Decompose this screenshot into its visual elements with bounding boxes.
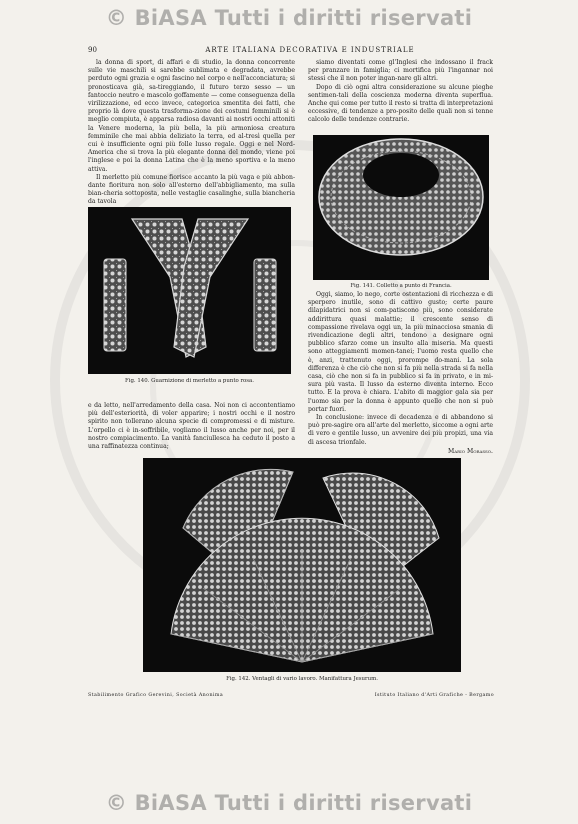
running-title: ARTE ITALIANA DECORATIVA E INDUSTRIALE: [205, 46, 415, 54]
paragraph: Oggi, siamo, lo nego, corte ostentazioni di ricchezza e di sperpero inutile, sono di cattivo gusto; certe paure dilapidatrici non si com-patiscono più, sono considerate addirittura quasi malattie; il crescente senso di compassione rivelava oggi un, la più minacciosa smania di rivendicazione degli altri, tendono a designare ogni pubblico sfarzo come un insulto alla miseria. Ma questi sono atteggiamenti momen-tanei; l'uomo resta quello che è, anzi, trattenuto oggi, prorompe do-mani. La sola differenza è che ciò che non si fa più nella strada si fa nella casa, ciò che non si fa in pubblico si fa in privato, e in mi-sura più vasta. Il lusso da esterno diventa interno. Ecco tutto. E la prova è chiara. L'abito di maggior gala sia per l'uomo sia per la donna è appunto quello che non si può portar fuori.: [308, 291, 493, 413]
page-number: 90: [88, 46, 97, 54]
watermark-top: © BiASA Tutti i diritti riservati: [105, 6, 473, 30]
footer-printer-right: Istituto Italiano d'Arti Grafiche - Bergamo: [374, 693, 494, 698]
paragraph: siamo diventati come gl'Inglesi che indossano il frack per pranzare in famiglia; ci mortifica più l'ingannar noi stessi che il non poter ingan-nare gli altri.: [308, 59, 493, 83]
column-left-top: [88, 59, 295, 207]
watermark-bottom: © BiASA Tutti i diritti riservati: [105, 791, 473, 815]
figure-lace-garnish: [88, 207, 291, 374]
footer-printer-left: Stabilimento Grafico Gerevini, Società Anonima: [88, 693, 224, 698]
caption-fig142: Fig. 142. Ventagli di vario lavoro. Manifattura Jesurum.: [226, 676, 378, 682]
column-left-bottom: [88, 402, 295, 451]
column-right-top: [308, 59, 493, 125]
caption-fig141: Fig. 141. Colletto a punto di Francia.: [350, 283, 452, 289]
paragraph: Dopo di ciò ogni altra considerazione su alcune pieghe sentimen-tali della coscienza moderna diventa superflua. Anche qui come per tutto il resto si tratta di interpretazioni eccessive, di tendenze a pro-posito delle quali non si tenne calcolo delle tendenze contrarie.: [308, 83, 493, 124]
figure-lace-collar: [313, 135, 489, 280]
caption-fig140: Fig. 140. Guarnizione di merletto a punto rosa.: [125, 378, 254, 384]
author-signature: Mario Morasso.: [448, 447, 493, 455]
paragraph: In conclusione: invece di decadenza e di abbandono si può pre-sagire ora all'arte del merletto, siccome a ogni arte di vero e gentile lusso, un avvenire dei più propizi, una via di ascesa trionfale.: [308, 414, 494, 446]
paragraph: Il merletto più comune fiorisce accanto la più vaga e più abbon-dante fioritura non solo all'esterno dell'abbigliamento, ma sulla bian-cheria sottoposta, nelle vestaglie casalinghe, sulla biancheria da tavola: [88, 173, 295, 206]
column-right-bottom: [308, 291, 493, 456]
figure-lace-fans: [143, 458, 461, 672]
paragraph: e da letto, nell'arredamento della casa. Noi non ci accontentiamo più dell'esteriorità, di voler apparire; i nostri occhi e il nostro spirito non tollerano alcuna specie di compromessi e di misture. L'orpello ci è in-soffribile, vogliamo il lusso anche per noi, per il nostro compiacimento. La vanità fanciullesca ha ceduto il posto a una raffinatezza continua;: [88, 402, 295, 451]
paragraph: la donna di sport, di affari e di studio, la donna concorrente sulle vie maschili si sarebbe sublimata e degradata, avrebbe perduto ogni grazia e ogni fascino nel corpo e nell'acconciatura; si pronosticava già, sa-tireggiando, il futuro terzo sesso — un fantoccio neutro e mascolo goffamente — come conseguenza della virilizzazione, ed ecco invece, categorica smentita dei fatti, che proprio là dove questa trasforma-zione dei costumi femminili si è meglio compiuta, è apparsa radiosa davanti ai nostri occhi attoniti la Venere moderna, la più bella, la più armoniosa creatura femminile che mai abbia deliziato la terra, ed al-tresì quella per cui è insufficiente ogni più folle lusso regale. Oggi e nel Nord-America che si trova la più elegante donna del mondo, viene poi l'inglese e poi la donna Latina che è la meno sportiva e la meno attiva.: [88, 59, 295, 173]
